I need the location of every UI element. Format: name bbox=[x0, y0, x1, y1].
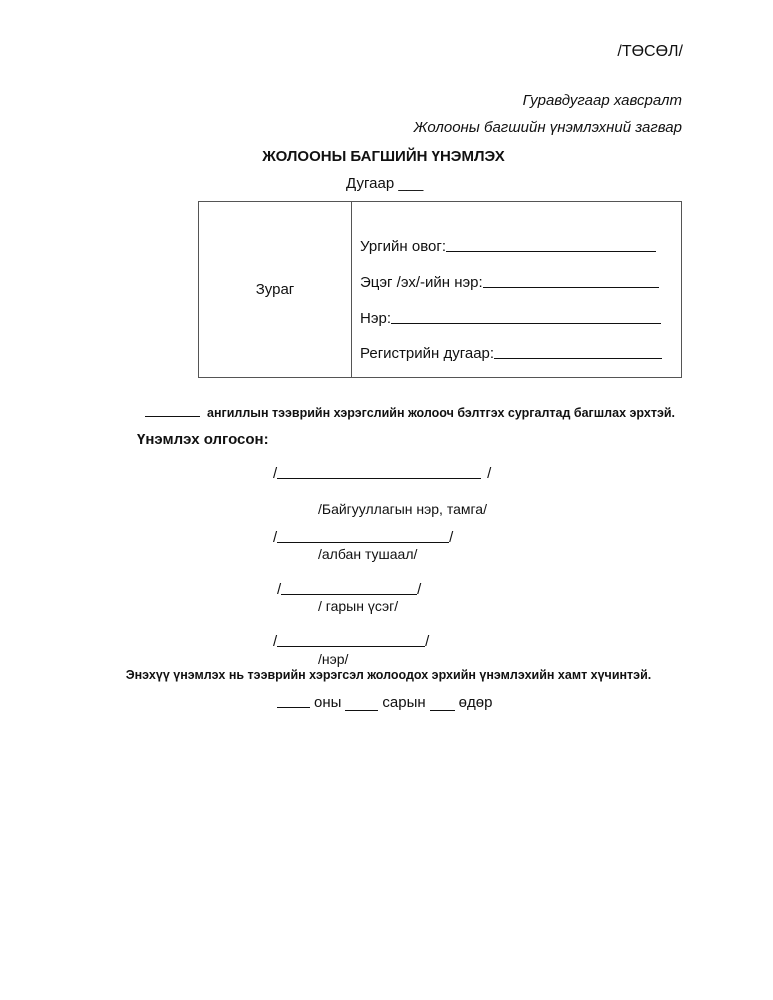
signature-blank[interactable] bbox=[281, 594, 417, 595]
issue-date: оны сарын өдөр bbox=[277, 694, 492, 711]
name-signature-line: / / bbox=[273, 633, 430, 650]
rights-statement: ангиллын тээврийн хэрэгслийн жолооч бэлтгэх сургалтад багшлах эрхтэй. bbox=[145, 406, 675, 420]
organization-signature-line: / / bbox=[273, 465, 492, 482]
position-blank[interactable] bbox=[277, 542, 449, 543]
day-blank[interactable] bbox=[430, 710, 455, 711]
category-blank[interactable] bbox=[145, 416, 200, 417]
template-name: Жолооны багшийн үнэмлэхний загвар bbox=[413, 119, 682, 136]
draft-label: /ТӨСӨЛ/ bbox=[617, 43, 683, 60]
patronymic-blank[interactable] bbox=[483, 286, 659, 288]
surname-field: Ургийн овог: bbox=[360, 238, 656, 255]
position-caption: /албан тушаал/ bbox=[318, 546, 418, 562]
name-caption: /нэр/ bbox=[318, 651, 349, 667]
annex-label: Гуравдугаар хавсралт bbox=[522, 92, 682, 109]
patronymic-field: Эцэг /эх/-ийн нэр: bbox=[360, 274, 659, 291]
certificate-number: Дугаар ___ bbox=[346, 175, 424, 192]
year-blank[interactable] bbox=[277, 707, 310, 708]
signature-line: / / bbox=[277, 581, 422, 598]
registration-number-blank[interactable] bbox=[494, 357, 662, 359]
signature-caption: / гарын үсэг/ bbox=[318, 598, 399, 614]
given-name-field: Нэр: bbox=[360, 310, 661, 327]
position-signature-line: / / bbox=[273, 529, 454, 546]
month-blank[interactable] bbox=[345, 710, 378, 711]
validity-statement: Энэхүү үнэмлэх нь тээврийн хэрэгсэл жолоодох эрхийн үнэмлэхийн хамт хүчинтэй. bbox=[125, 668, 652, 682]
name-blank[interactable] bbox=[277, 646, 425, 647]
issued-by-heading: Үнэмлэх олгосон: bbox=[137, 431, 269, 448]
photo-label: Зураг bbox=[255, 281, 295, 298]
surname-blank[interactable] bbox=[446, 250, 656, 252]
organization-blank[interactable] bbox=[277, 478, 481, 479]
given-name-blank[interactable] bbox=[391, 322, 661, 324]
organization-caption: /Байгууллагын нэр, тамга/ bbox=[318, 501, 487, 517]
registration-number-field: Регистрийн дугаар: bbox=[360, 345, 662, 362]
personal-fields bbox=[352, 202, 681, 377]
document-title: ЖОЛООНЫ БАГШИЙН ҮНЭМЛЭХ bbox=[262, 148, 505, 165]
id-card-table bbox=[198, 201, 682, 378]
photo-placeholder bbox=[199, 202, 352, 377]
